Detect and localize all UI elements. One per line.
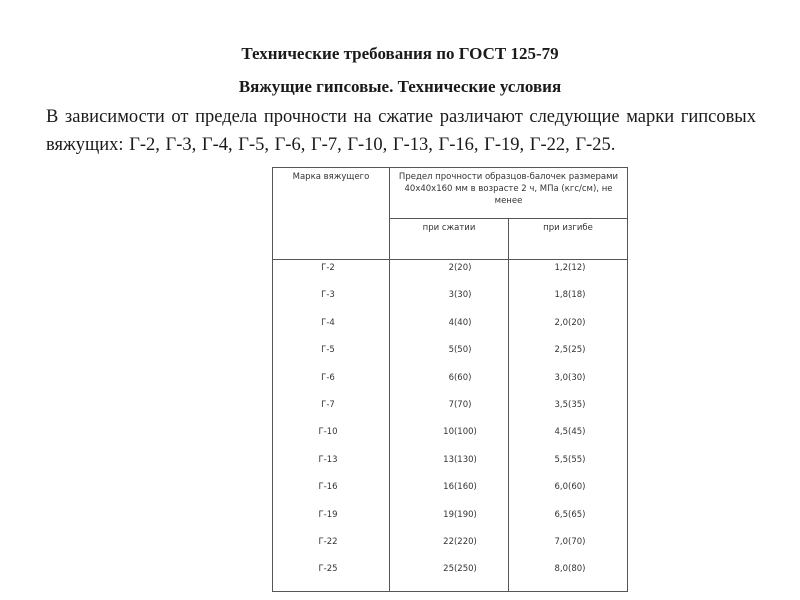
bending-cell: 2,5(25)	[554, 345, 586, 356]
table-body-row	[273, 260, 628, 592]
intro-paragraph: В зависимости от предела прочности на сжатие различают следующие марки гипсовых вяжущих: Г-2, Г-3, Г-4, Г-5, Г-6, Г-7, Г-10, Г-13, Г-16, Г-19, Г-22, Г-25.	[46, 107, 756, 155]
compression-cell: 25(250)	[443, 564, 477, 575]
compression-cell: 22(220)	[443, 536, 477, 547]
header-grade: Марка вяжущего	[273, 168, 390, 260]
compression-cell: 5(50)	[448, 345, 472, 356]
slide-subtitle: Вяжущие гипсовые. Технические условия	[238, 77, 562, 96]
compression-cell: 16(160)	[443, 482, 477, 493]
bending-cell: 3,5(35)	[554, 399, 586, 410]
grade-cell: Г-6	[321, 372, 335, 383]
bending-cell: 4,5(45)	[554, 427, 586, 438]
bending-cell: 8,0(80)	[554, 564, 586, 575]
grade-cell: Г-19	[318, 509, 338, 520]
bending-cell: 3,0(30)	[554, 372, 586, 383]
compression-cell: 7(70)	[448, 399, 472, 410]
grade-cell: Г-3	[321, 290, 335, 301]
grade-cell: Г-13	[318, 454, 338, 465]
compression-column	[390, 260, 509, 592]
grade-cell: Г-25	[318, 564, 338, 575]
bending-column	[509, 260, 628, 592]
bending-cell: 6,0(60)	[554, 482, 586, 493]
header-bending: при изгибе	[509, 219, 628, 260]
grade-cell: Г-10	[318, 427, 338, 438]
slide-title: Технические требования по ГОСТ 125-79	[241, 44, 559, 63]
compression-cell: 19(190)	[443, 509, 477, 520]
table-header-row	[273, 168, 628, 219]
bending-cell: 7,0(70)	[554, 536, 586, 547]
compression-cell: 2(20)	[448, 263, 472, 273]
compression-cell: 10(100)	[443, 427, 477, 438]
bending-cell: 1,8(18)	[554, 290, 586, 301]
grade-column	[273, 260, 390, 592]
header-compression: при сжатии	[390, 219, 509, 260]
bending-cell: 5,5(55)	[554, 454, 586, 465]
grade-cell: Г-4	[321, 317, 335, 328]
grade-cell: Г-2	[321, 263, 335, 273]
grade-cell: Г-22	[318, 536, 338, 547]
bending-cell: 1,2(12)	[554, 263, 586, 273]
grades-table	[272, 167, 628, 592]
bending-cell: 6,5(65)	[554, 509, 586, 520]
compression-cell: 4(40)	[448, 317, 472, 328]
grade-cell: Г-16	[318, 482, 338, 493]
header-strength: Предел прочности образцов-балочек размерами 40х40х160 мм в возрасте 2 ч, МПа (кгс/см), не менее	[390, 168, 628, 219]
compression-cell: 3(30)	[448, 290, 472, 301]
bending-cell: 2,0(20)	[554, 317, 586, 328]
compression-cell: 13(130)	[443, 454, 477, 465]
compression-cell: 6(60)	[448, 372, 472, 383]
grade-cell: Г-7	[321, 399, 335, 410]
grade-cell: Г-5	[321, 345, 335, 356]
